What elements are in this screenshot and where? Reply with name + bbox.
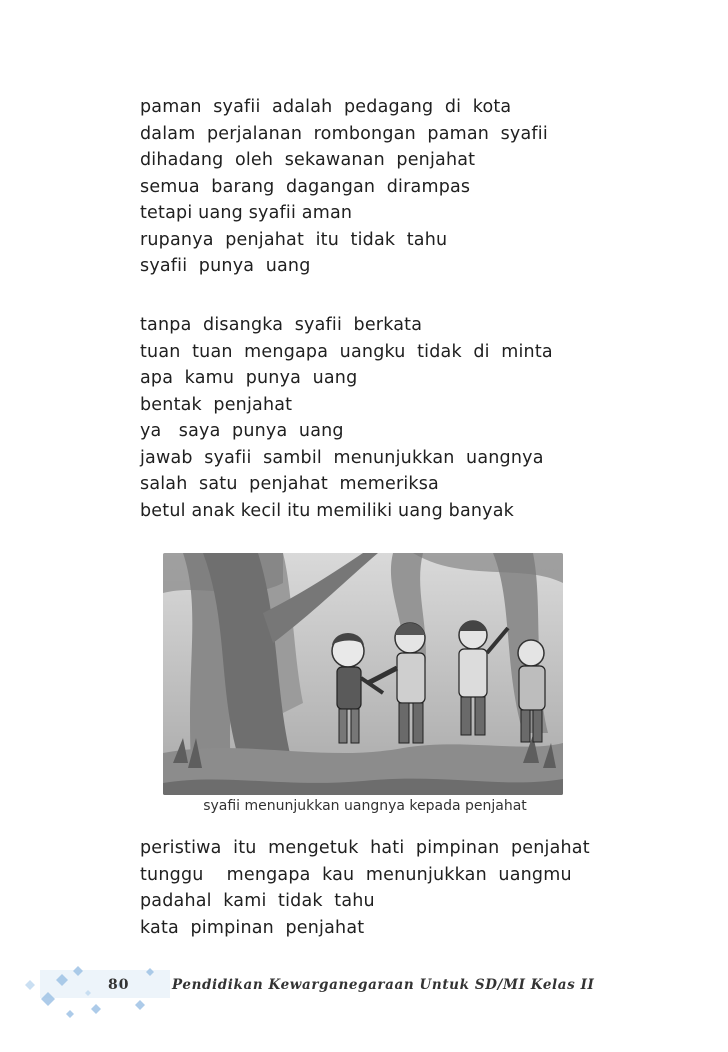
stanza-3 [140, 835, 590, 941]
poem-line: padahal kami tidak tahu [140, 891, 375, 911]
running-title: Pendidikan Kewarganegaraan Untuk SD/MI Kelas II [172, 977, 595, 993]
poem-line: bentak penjahat [140, 394, 293, 415]
poem-line: tanpa disangka syafii berkata [140, 315, 423, 335]
poem-line: ya saya punya uang [140, 421, 344, 441]
poem-line: kata pimpinan penjahat [140, 917, 365, 938]
stanza-2 [140, 312, 580, 524]
poem-line: apa kamu punya uang [140, 368, 358, 388]
stanza-1 [140, 94, 580, 280]
poem-line: dihadang oleh sekawanan penjahat [140, 150, 476, 170]
footer-decoration-graphic [0, 960, 170, 1030]
poem-line: tetapi uang syafii aman [140, 203, 353, 223]
page-footer [0, 960, 728, 1030]
poem-line: syafii punya uang [140, 256, 311, 276]
poem-line: salah satu penjahat memeriksa [140, 474, 439, 494]
poem-line: semua barang dagangan dirampas [140, 176, 471, 197]
poem-line: tuan tuan mengapa uangku tidak di minta [140, 341, 553, 362]
poem-line: tunggu mengapa kau menunjukkan uangmu [140, 864, 572, 885]
poem-line: betul anak kecil itu memiliki uang banyak [140, 500, 514, 521]
poem-line: jawab syafii sambil menunjukkan uangnya [140, 447, 544, 468]
poem-line: rupanya penjahat itu tidak tahu [140, 229, 448, 250]
story-illustration [163, 553, 563, 795]
figure-caption: syafii menunjukkan uangnya kepada penjahat [203, 798, 527, 814]
forest-scene-image [163, 553, 563, 795]
poem-line: peristiwa itu mengetuk hati pimpinan penjahat [140, 838, 590, 858]
page-number: 80 [108, 977, 130, 993]
poem-line: paman syafii adalah pedagang di kota [140, 97, 512, 117]
poem-line: dalam perjalanan rombongan paman syafii [140, 123, 548, 144]
